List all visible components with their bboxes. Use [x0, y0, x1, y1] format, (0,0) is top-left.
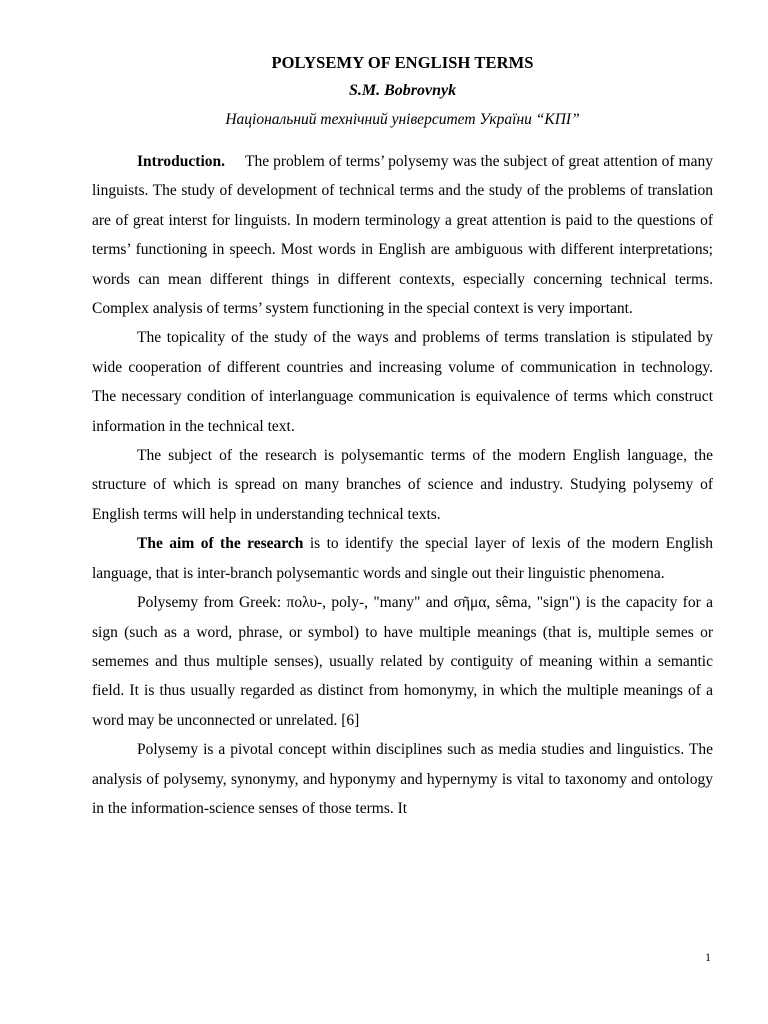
paragraph-aim [92, 529, 713, 588]
document-body [92, 147, 713, 823]
paragraph-text: Polysemy from Greek: πολυ-, poly-, "many" and σῆμα, sêma, "sign") is the capacity for a sign (such as a word, phrase, or symbol) to have multiple meanings (that is, multiple semes or sememes and thus multiple senses), usually related by contiguity of meaning within a semantic field. It is thus usually regarded as distinct from homonymy, in which the multiple meanings of a word may be unconnected or unrelated. [6] [92, 594, 713, 729]
page-content [92, 52, 713, 823]
paragraph-topicality [92, 323, 713, 441]
paragraph-lead-heading: The aim of the research [137, 535, 304, 553]
paragraph-polysemy-definition [92, 588, 713, 735]
paragraph-text: The topicality of the study of the ways and problems of terms translation is stipulated by wide cooperation of different countries and increasing volume of communication in technology. The necessary condition of interlanguage communication is equivalence of terms which construct information in the technical text. [92, 329, 713, 435]
paragraph-text: The problem of terms’ polysemy was the subject of great attention of many linguists. The study of development of technical terms and the study of the problems of translation are of great interst for linguists. In modern terminology a great attention is paid to the questions of terms’ functioning in speech. Most words in English are ambiguous with different interpretations; words can mean different things in different contexts, especially concerning technical terms. Complex analysis of terms’ system functioning in the special context is very important. [92, 153, 713, 318]
paragraph-introduction [92, 147, 713, 323]
paragraph-text: Polysemy is a pivotal concept within disciplines such as media studies and linguistics. The analysis of polysemy, synonymy, and hyponymy and hypernymy is vital to taxonomy and ontology in the information-science senses of those terms. It [92, 741, 713, 817]
paragraph-subject [92, 441, 713, 529]
page-number: 1 [705, 950, 711, 964]
author-name: S.M. Bobrovnyk [348, 82, 457, 99]
paragraph-text: is to identify the special layer of lexis of the modern English language, that is inter-branch polysemantic words and single out their linguistic phenomena. [92, 535, 714, 582]
document-title: POLYSEMY OF ENGLISH TERMS [271, 53, 534, 72]
author-affiliation: Національний технічний університет України “КПІ” [225, 111, 580, 128]
paragraph-lead-heading: Introduction. [137, 153, 225, 170]
paragraph-text: The subject of the research is polysemantic terms of the modern English language, the structure of which is spread on many branches of science and industry. Studying polysemy of English terms will help in understanding technical texts. [92, 447, 713, 523]
paragraph-polysemy-concept [92, 735, 713, 823]
